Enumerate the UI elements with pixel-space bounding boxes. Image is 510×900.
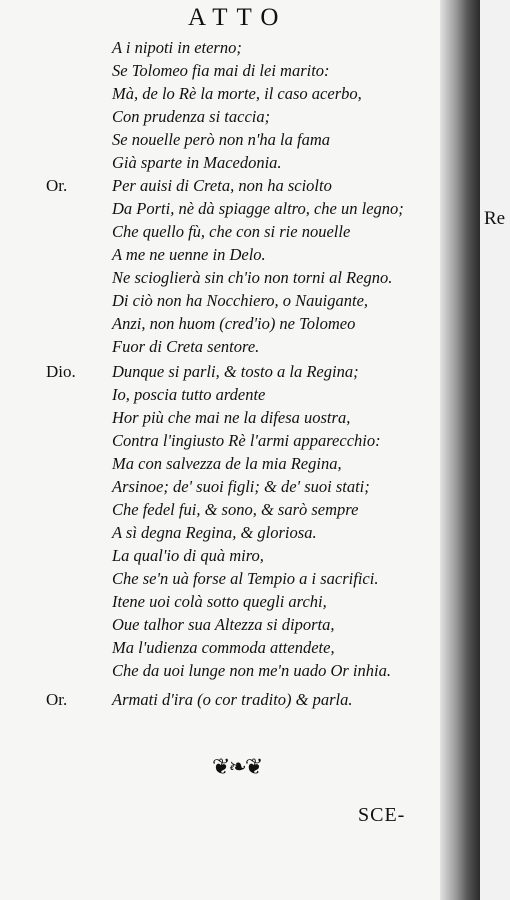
speaker-label: Or. (46, 690, 68, 709)
verse-line: Se nouelle però non n'ha la fama (112, 130, 330, 149)
verse-line: Dunque si parli, & tosto a la Regina; (112, 362, 359, 381)
verse-line: Di ciò non ha Nocchiero, o Nauigante, (112, 291, 369, 310)
facing-page (480, 0, 510, 900)
running-head: ATTO (188, 4, 288, 31)
verse-line: Che quello fù, che con si rie nouelle (112, 222, 351, 241)
catchword: SCE- (358, 804, 406, 826)
verse-line: Armati d'ira (o cor tradito) & parla. (112, 690, 353, 709)
verse-line: A i nipoti in eterno; (112, 38, 242, 57)
verse-line: Itene uoi colà sotto quegli archi, (112, 592, 327, 611)
verse-line: Che da uoi lunge non me'n uado Or inhia. (112, 661, 391, 680)
verse-line: Già sparte in Macedonia. (112, 153, 282, 172)
verse-line: Mà, de lo Rè la morte, il caso acerbo, (112, 84, 362, 103)
verse-line: Ne scioglierà sin ch'io non torni al Regno. (112, 268, 393, 287)
verse-line: Se Tolomeo fia mai di lei marito: (112, 61, 330, 80)
verse-line: Io, poscia tutto ardente (112, 385, 266, 404)
verse-line: Con prudenza si taccia; (112, 107, 271, 126)
speaker-label: Or. (46, 176, 68, 195)
verse-line: Oue talhor sua Altezza si diporta, (112, 615, 335, 634)
verse-line: Contra l'ingiusto Rè l'armi apparecchio: (112, 431, 381, 450)
verse-line: Da Porti, nè dà spiagge altro, che un legno; (112, 199, 404, 218)
verse-line: A sì degna Regina, & gloriosa. (112, 523, 317, 542)
book-gutter-shadow (440, 0, 480, 900)
speaker-label: Dio. (46, 362, 76, 381)
verse-line: Che se'n uà forse al Tempio a i sacrifici. (112, 569, 379, 588)
verse-line: Anzi, non huom (cred'io) ne Tolomeo (112, 314, 356, 333)
printer-ornament: ❦❧❦ (212, 754, 262, 779)
verse-line: Hor più che mai ne la difesa uostra, (112, 408, 351, 427)
verse-line: Ma l'udienza commoda attendete, (112, 638, 335, 657)
verse-line: La qual'io di quà miro, (112, 546, 264, 565)
facing-page-text: Re (484, 208, 506, 229)
verse-line: Arsinoe; de' suoi figli; & de' suoi stati; (112, 477, 370, 496)
verse-line: Che fedel fui, & sono, & sarò sempre (112, 500, 359, 519)
verse-line: Fuor di Creta sentore. (112, 337, 260, 356)
verse-line: Per auisi di Creta, non ha sciolto (112, 176, 332, 195)
verse-line: A me ne uenne in Delo. (112, 245, 266, 264)
verse-line: Ma con salvezza de la mia Regina, (112, 454, 342, 473)
